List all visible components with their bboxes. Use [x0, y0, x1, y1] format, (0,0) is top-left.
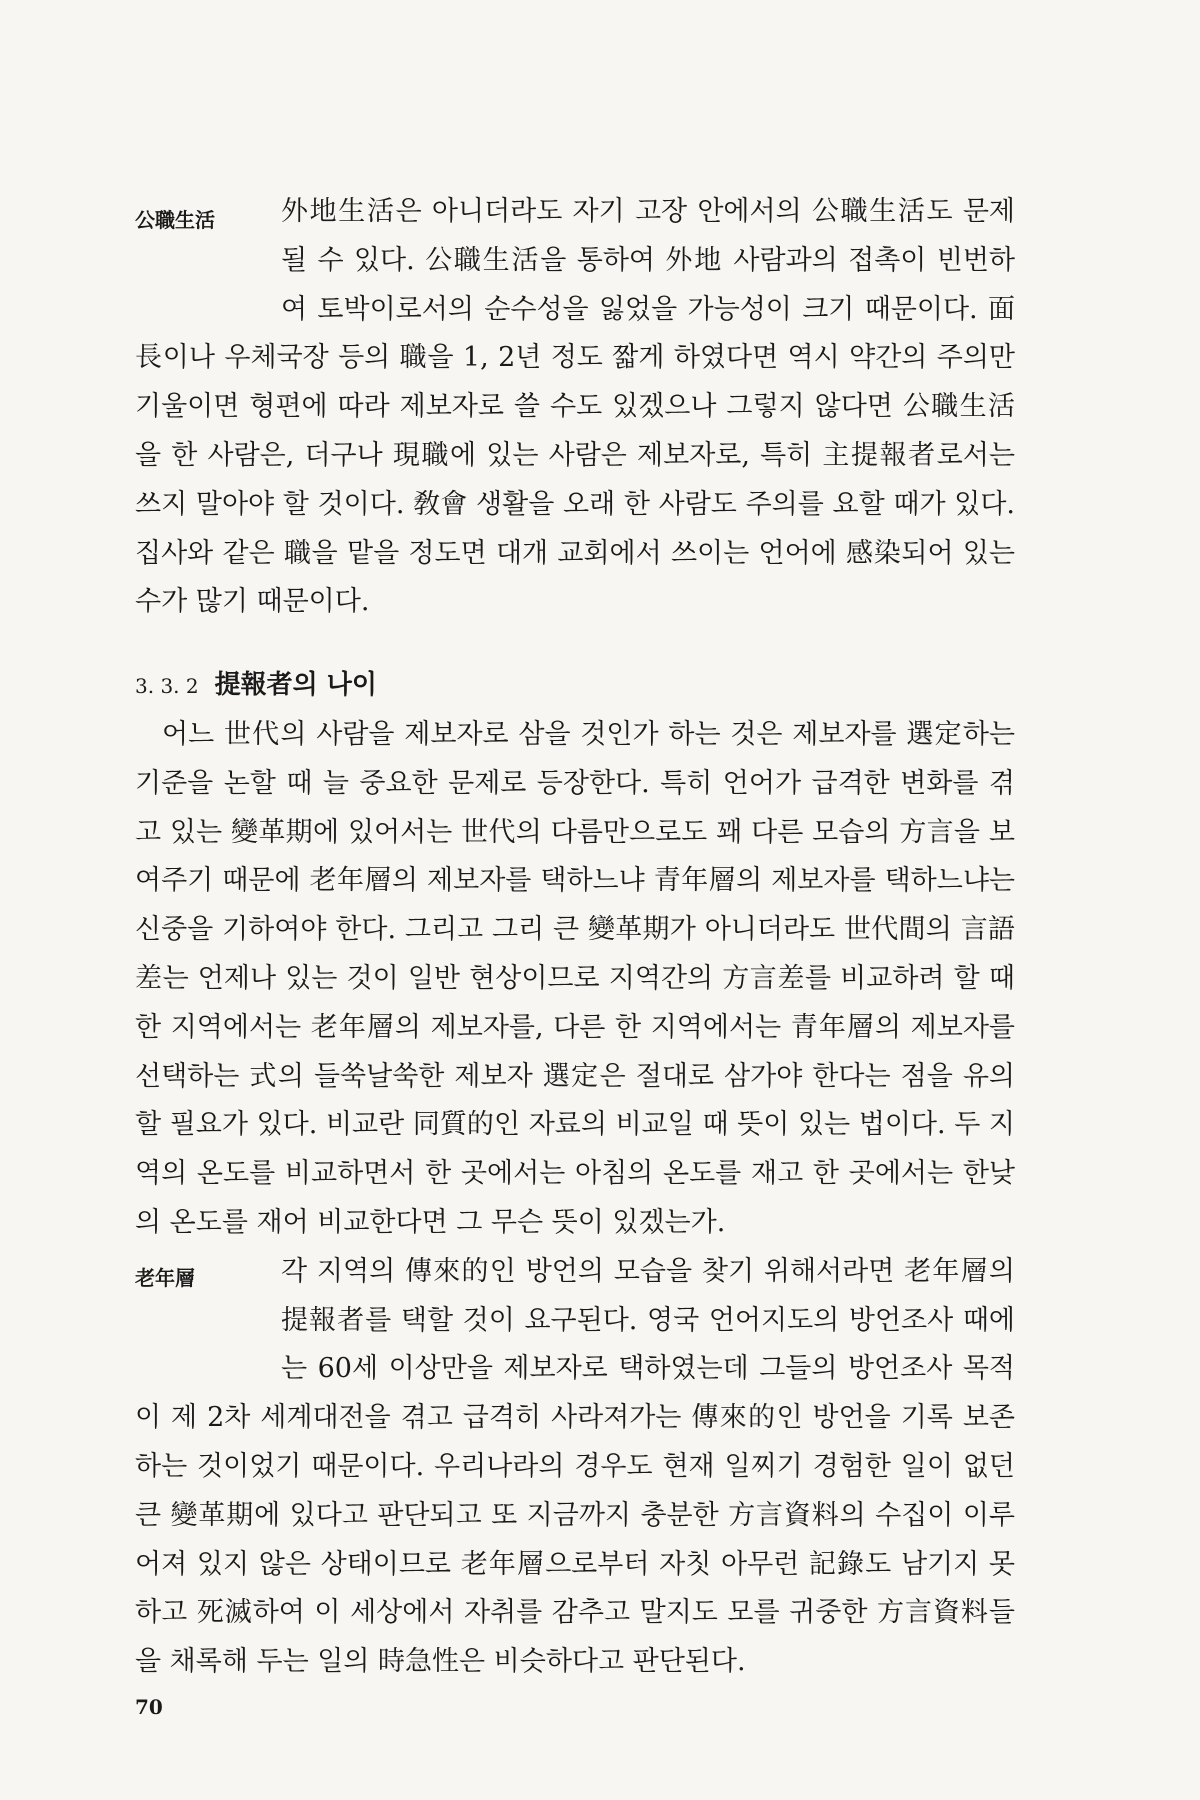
text-block [135, 188, 1015, 1687]
section-number: 3. 3. 2 [135, 674, 199, 699]
paragraph-public-life: 外地生活은 아니더라도 자기 고장 안에서의 公職生活도 문제될 수 있다. 公職生活을 통하여 外地 사람과의 접촉이 빈번하여 토박이로서의 순수성을 잃었을 가능성이 크기 때문이다. 面長이나 우체국장 등의 職을 1, 2년 정도 짧게 하였다면 역시 약간의 주의만 기울이면 형편에 따라 제보자로 쓸 수도 있겠으나 그렇지 않다면 公職生活을 한 사람은, 더구나 現職에 있는 사람은 제보자로, 특히 主提報者로서는 쓰지 말아야 할 것이다. 敎會 생활을 오래 한 사람도 주의를 요할 때가 있다. 집사와 같은 職을 맡을 정도면 대개 교회에서 쓰이는 언어에 感染되어 있는 수가 많기 때문이다. [135, 196, 1015, 618]
side-heading-public-life: 公職生活 [135, 208, 215, 232]
paragraph-informant-age: 어느 世代의 사람을 제보자로 삼을 것인가 하는 것은 제보자를 選定하는 기준을 논할 때 늘 중요한 문제로 등장한다. 특히 언어가 급격한 변화를 겪고 있는 變革期에 있어서는 世代의 다름만으로도 꽤 다른 모습의 方言을 보여주기 때문에 老年層의 제보자를 택하느냐 青年層의 제보자를 택하느냐는 신중을 기하여야 한다. 그리고 그리 큰 變革期가 아니더라도 世代間의 言語差는 언제나 있는 것이 일반 현상이므로 지역간의 方言差를 비교하려 할 때 한 지역에서는 老年層의 제보자를, 다른 한 지역에서는 青年層의 제보자를 선택하는 式의 들쑥날쑥한 제보자 選定은 절대로 삼가야 한다는 점을 유의할 필요가 있다. 비교란 同質的인 자료의 비교일 때 뜻이 있는 법이다. 두 지역의 온도를 비교하면서 한 곳에서는 아침의 온도를 재고 한 곳에서는 한낮의 온도를 재어 비교한다면 그 무슨 뜻이 있겠는가. [135, 718, 1015, 1238]
section-title: 提報者의 나이 [214, 670, 378, 701]
page-number: 70 [135, 1695, 163, 1719]
side-heading-elderly: 老年層 [135, 1265, 195, 1290]
section-heading [135, 661, 1015, 711]
paragraph-elderly: 각 지역의 傳來的인 방언의 모습을 찾기 위해서라면 老年層의 提報者를 택할 것이 요구된다. 영국 언어지도의 방언조사 때에는 60세 이상만을 제보자로 택하였는데 그들의 방언조사 목적이 제 2차 세계대전을 겪고 급격히 사라져가는 傳來的인 방언을 기록 보존하는 것이었기 때문이다. 우리나라의 경우도 현재 일찌기 경험한 일이 없던 큰 變革期에 있다고 판단되고 또 지금까지 충분한 方言資料의 수집이 이루어져 있지 않은 상태이므로 老年層으로부터 자칫 아무런 記錄도 남기지 못하고 死滅하여 이 세상에서 자취를 감추고 말지도 모를 귀중한 方言資料들을 채록해 두는 일의 時急性은 비슷하다고 판단된다. [135, 1255, 1015, 1678]
